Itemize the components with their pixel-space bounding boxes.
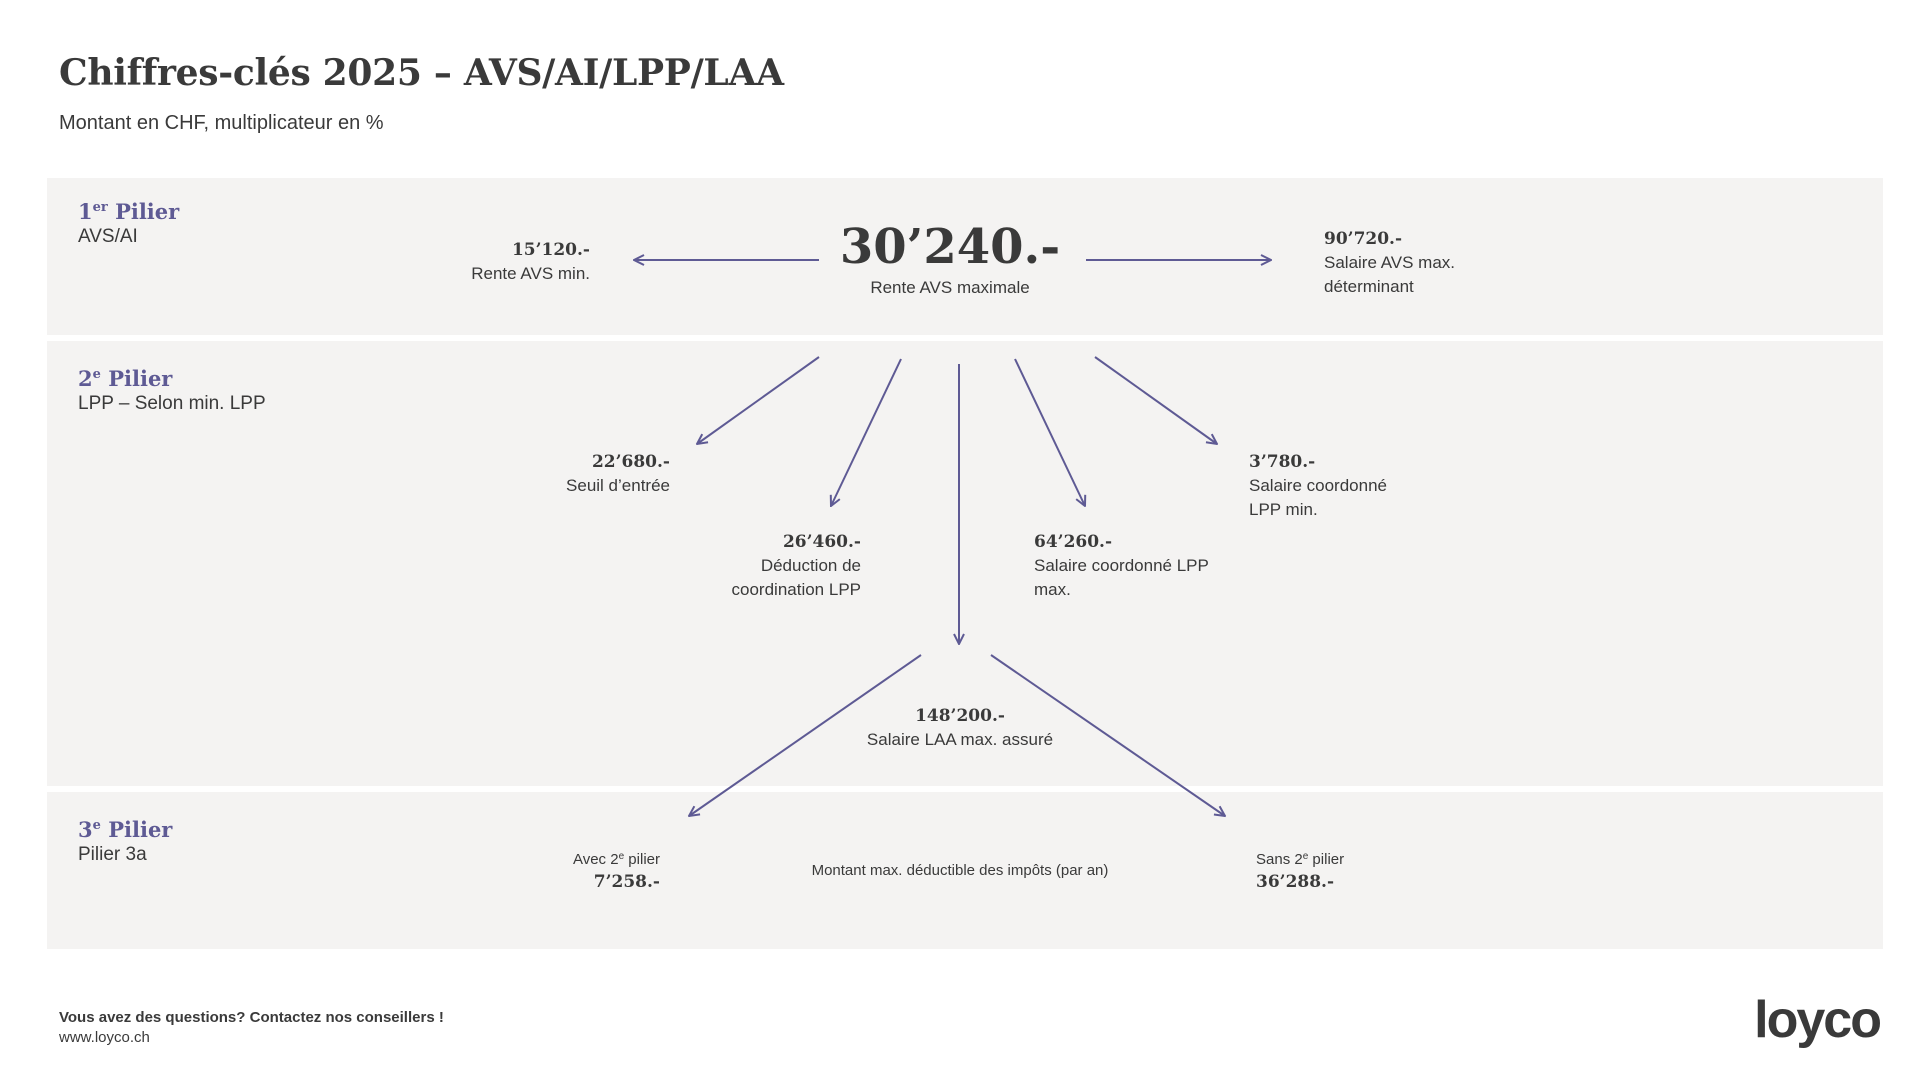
lpp-coordination-deduction-label-2: coordination LPP	[731, 580, 861, 599]
pillar3a-without-2nd	[1256, 849, 1416, 893]
page-title: Chiffres-clés 2025 – AVS/AI/LPP/LAA	[59, 52, 784, 94]
lpp-entry-threshold-value: 22’680.-	[591, 452, 670, 472]
lpp-coordinated-salary-max-label-1: Salaire coordonné LPP	[1034, 556, 1209, 575]
avs-max-salary-label-2: déterminant	[1324, 277, 1414, 296]
pillar-1-heading	[78, 199, 179, 249]
pillar3a-center-label: Montant max. déductible des impôts (par an)	[811, 862, 1109, 879]
footer-website-link[interactable]: www.loyco.ch	[59, 1029, 150, 1046]
lpp-coordinated-salary-min	[1249, 450, 1449, 522]
pillar-2-name: 2e Pilier	[78, 366, 173, 391]
pillar3a-with-2nd	[520, 849, 660, 893]
pillar3a-with-2nd-value: 7’258.-	[593, 872, 660, 892]
page-subtitle: Montant en CHF, multiplicateur en %	[59, 112, 384, 134]
pillar-3-heading	[78, 817, 172, 867]
lpp-coordination-deduction-value: 26’460.-	[782, 532, 861, 552]
pillar-3-subtitle: Pilier 3a	[78, 844, 147, 865]
lpp-coordinated-salary-max-label-2: max.	[1034, 580, 1071, 599]
avs-min-value: 15’120.-	[511, 240, 590, 260]
pillar-2-heading	[78, 366, 266, 416]
lpp-entry-threshold-label: Seuil d’entrée	[566, 476, 670, 495]
avs-max-pension-label: Rente AVS maximale	[870, 278, 1030, 297]
laa-max-value: 148’200.-	[915, 706, 1005, 726]
pillar3a-without-2nd-value: 36’288.-	[1256, 872, 1335, 892]
pillar3a-without-2nd-label: Sans 2e pilier	[1256, 851, 1345, 868]
pillar-2-subtitle: LPP – Selon min. LPP	[78, 393, 266, 414]
lpp-coordinated-salary-max-value: 64’260.-	[1034, 532, 1113, 552]
pillar3a-with-2nd-label: Avec 2e pilier	[572, 851, 660, 868]
avs-min-pension	[440, 238, 590, 286]
avs-max-salary	[1324, 227, 1524, 299]
loyco-logo: loyco	[1754, 991, 1880, 1049]
pillar-3-name: 3e Pilier	[78, 817, 173, 842]
lpp-coordinated-salary-min-label-1: Salaire coordonné	[1249, 476, 1387, 495]
avs-max-salary-value: 90’720.-	[1324, 229, 1403, 249]
avs-min-label: Rente AVS min.	[471, 264, 590, 283]
lpp-coordinated-salary-min-value: 3’780.-	[1249, 452, 1316, 472]
lpp-coordination-deduction	[660, 530, 861, 602]
avs-max-pension	[800, 218, 1100, 300]
pillar-1-name: 1er Pilier	[78, 199, 180, 224]
laa-max-insured-salary	[810, 704, 1110, 752]
lpp-coordinated-salary-max	[1034, 530, 1254, 602]
footer-question: Vous avez des questions? Contactez nos conseillers !	[59, 1009, 444, 1026]
avs-max-salary-label-1: Salaire AVS max.	[1324, 253, 1456, 272]
pillar-1-subtitle: AVS/AI	[78, 226, 138, 247]
avs-max-pension-value: 30’240.-	[839, 219, 1061, 275]
lpp-coordination-deduction-label-1: Déduction de	[760, 556, 861, 575]
laa-max-label: Salaire LAA max. assuré	[866, 730, 1054, 749]
lpp-coordinated-salary-min-label-2: LPP min.	[1249, 500, 1318, 519]
lpp-entry-threshold	[520, 450, 670, 498]
footer	[59, 1008, 444, 1048]
